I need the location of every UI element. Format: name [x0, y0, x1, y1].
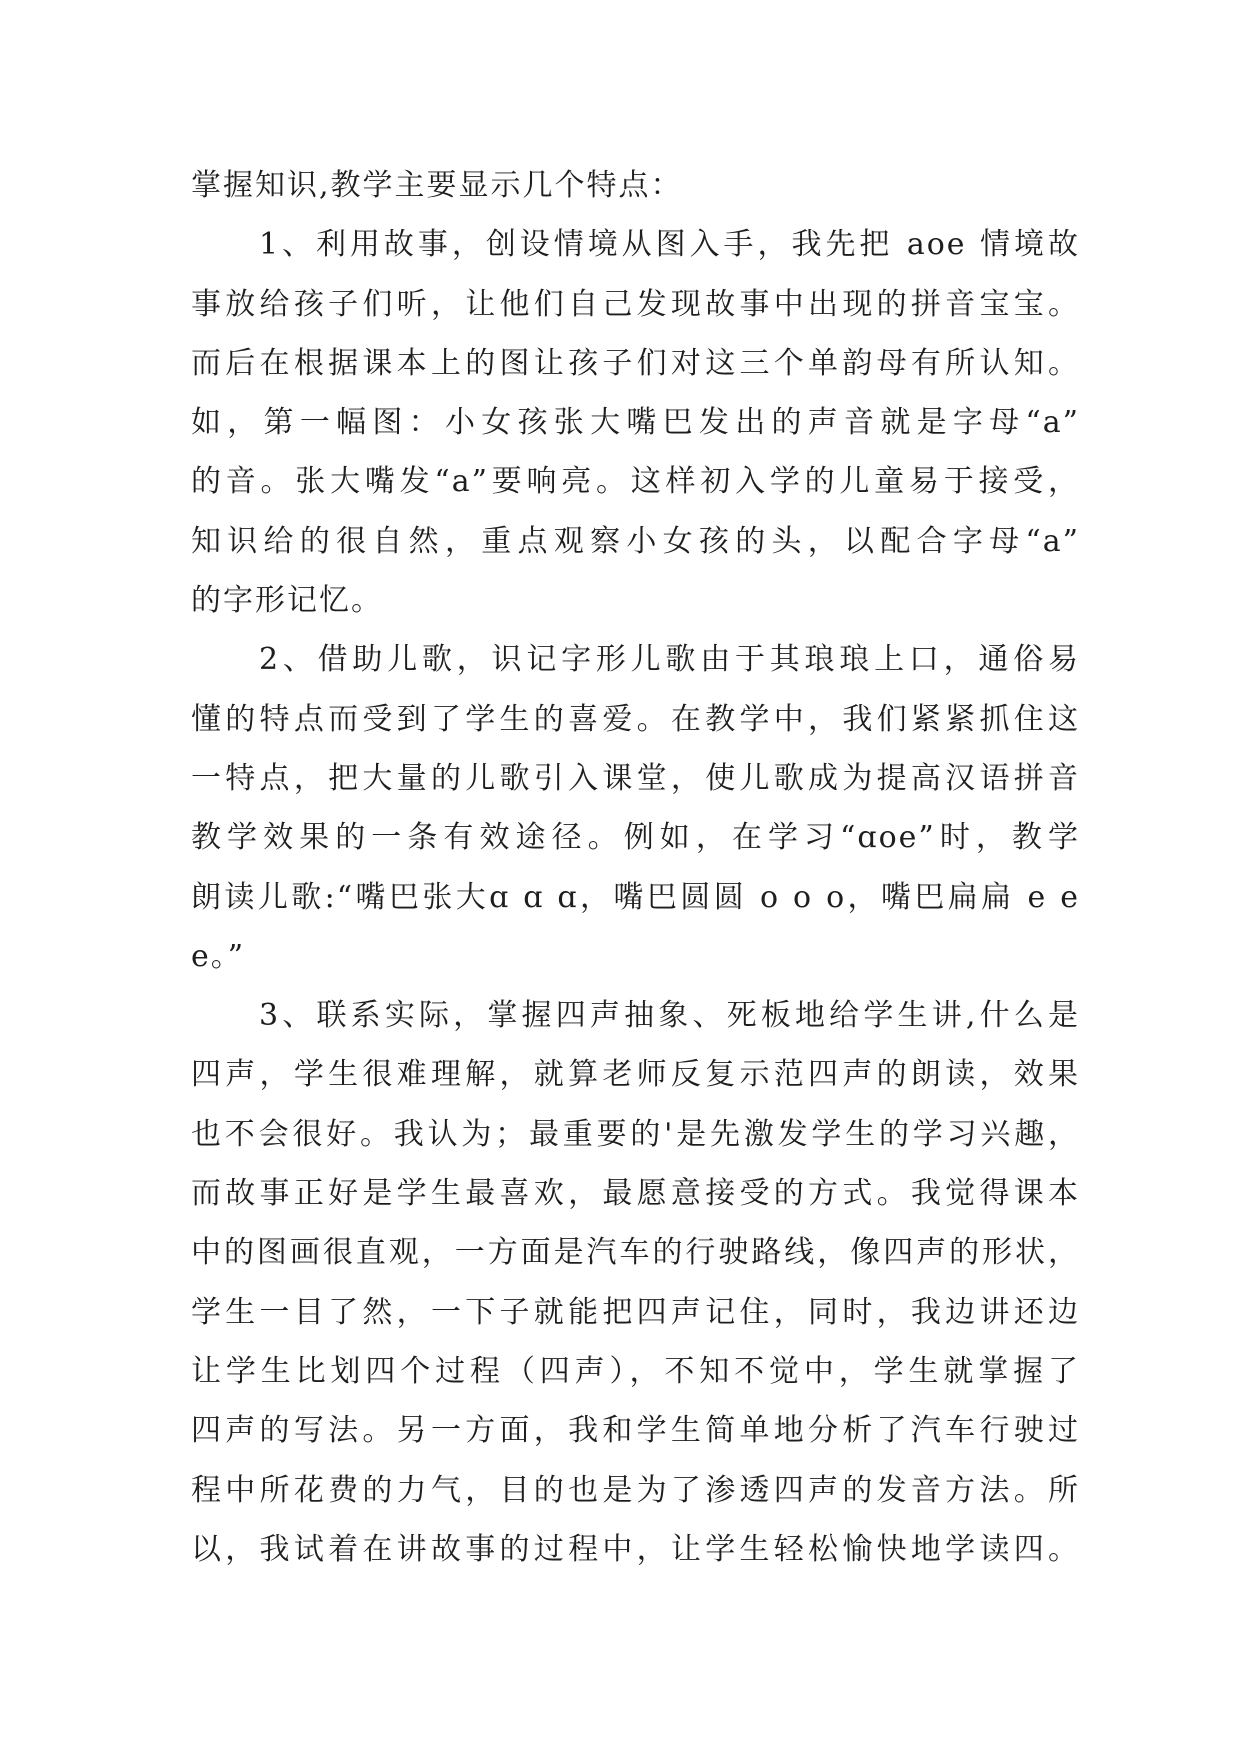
text-line: 3、联系实际，掌握四声抽象、死板地给学生讲,什么是 [259, 998, 1080, 1034]
paragraph [191, 215, 1080, 630]
text-line: 而后在根据课本上的图让孩子们对这三个单韵母有所认知。 [191, 345, 1080, 381]
text-line: 以，我试着在讲故事的过程中，让学生轻松愉快地学读四。 [191, 1531, 1080, 1567]
text-line: 教学效果的一条有效途径。例如，在学习“ɑoe”时，教学 [191, 820, 1080, 856]
paragraph [191, 630, 1080, 986]
text-line: 的字形记忆。 [191, 583, 383, 619]
text-line: 2、借助儿歌，识记字形儿歌由于其琅琅上口，通俗易 [259, 642, 1080, 678]
text-line: 而故事正好是学生最喜欢，最愿意接受的方式。我觉得课本 [191, 1176, 1080, 1212]
text-line: 掌握知识,教学主要显示几个特点： [191, 168, 683, 203]
document-body [191, 156, 1080, 1579]
text-line: 学生一目了然，一下子就能把四声记住，同时，我边讲还边 [191, 1294, 1080, 1330]
text-line: 懂的特点而受到了学生的喜爱。在教学中，我们紧紧抓住这 [191, 701, 1080, 737]
text-line: 也不会很好。我认为；最重要的'是先激发学生的学习兴趣， [191, 1116, 1080, 1152]
text-line: 知识给的很自然，重点观察小女孩的头，以配合字母“a” [191, 523, 1080, 559]
text-line: e。” [191, 938, 246, 974]
text-line: 事放给孩子们听，让他们自己发现故事中出现的拼音宝宝。 [191, 286, 1080, 322]
text-line: 四声，学生很难理解，就算老师反复示范四声的朗读，效果 [191, 1057, 1080, 1093]
text-line: 如，第一幅图：小女孩张大嘴巴发出的声音就是字母“a” [191, 405, 1080, 441]
paragraph [191, 156, 1080, 215]
text-line: 四声的写法。另一方面，我和学生简单地分析了汽车行驶过 [191, 1413, 1080, 1449]
text-line: 1、利用故事，创设情境从图入手，我先把 aoe 情境故 [259, 227, 1080, 263]
text-line: 让学生比划四个过程（四声），不知不觉中，学生就掌握了 [191, 1353, 1080, 1389]
paragraph [191, 986, 1080, 1579]
text-line: 中的图画很直观，一方面是汽车的行驶路线，像四声的形状， [191, 1235, 1080, 1271]
text-line: 朗读儿歌:“嘴巴张大ɑ ɑ ɑ，嘴巴圆圆 o o o，嘴巴扁扁 e e [191, 879, 1080, 915]
text-line: 的音。张大嘴发“a”要响亮。这样初入学的儿童易于接受， [191, 464, 1080, 500]
text-line: 一特点，把大量的儿歌引入课堂，使儿歌成为提高汉语拼音 [191, 760, 1080, 796]
text-line: 程中所花费的力气，目的也是为了渗透四声的发音方法。所 [191, 1472, 1080, 1508]
